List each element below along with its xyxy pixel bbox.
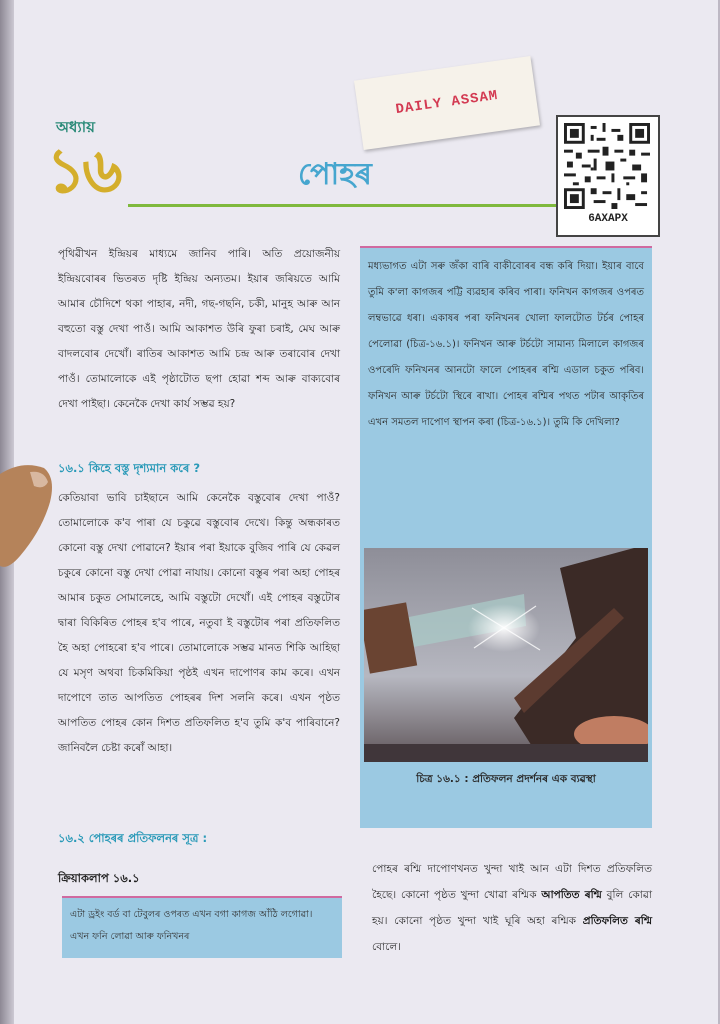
intro-paragraph: পৃথিৱীখন ইন্দ্ৰিয়ৰ মাধ্যমে জানিব পাৰি। অতি প্ৰয়োজনীয় ইন্দ্ৰিয়বোৰৰ ভিতৰত দৃষ্টি ইন্দ্ৰিয় অন্যতম। ইয়াৰ জৰিয়তে আমি আমাৰ চৌদিশে থকা পাহাৰ, নদী, গছ-গছনি, চকী, মানুহ আৰু আন বহুতো বস্তু দেখা পাওঁ। আমি আকাশত উৰি ফুৰা চৰাই, মেঘ আৰু বাদলবোৰ দেখোঁ। ৰাতিৰ আকাশত আমি চন্দ্ৰ আৰু তৰাবোৰ দেখা পাওঁ। তোমালোকে এই পৃষ্ঠাটোত ছপা হোৱা শব্দ আৰু বাক্যবোৰ দেখা পাইছা। কেনেকৈ দেখা কাৰ্য সম্ভৱ হয়? [58,248,340,410]
figure-caption: চিত্ৰ ১৬.১ : প্ৰতিফলন প্ৰদৰ্শনৰ এক ব্যৱস্থা [416,773,596,785]
chapter-title: পোহৰ [298,157,372,192]
para3-text-1: পোহৰ ৰশ্মি দাপোণখনত খুন্দা খাই আন এটা দিশত প্ৰতিফলিত হৈছে। কোনো পৃষ্ঠত খুন্দা খোৱা ৰশ্মিক [372,863,652,901]
activity-box [62,896,342,958]
reflection-experiment-photo [364,548,648,762]
activity-box-text: এটা ড্ৰইং বৰ্ড বা টেবুলৰ ওপৰত এখন বগা কাগজ আঁঠি লগোৱা। এখন ফনি লোৱা আৰু ফনিখনৰ [70,909,313,942]
activity-title: ক্ৰিয়াকলাপ ১৬.১ [58,871,140,885]
activity-continuation-text: মধ্যভাগত এটা সৰু জঁকা বাৰি বাকীবোৰৰ বন্ধ কৰি দিয়া। ইয়াৰ বাবে তুমি ক'লা কাগজৰ পট্টি ব্যৱহাৰ কৰিব পাৰা। ফনিখন কাগজৰ ওপৰত লম্বভাৱে ধৰা। একাষৰ পৰা ফনিখনৰ খোলা ফালটোত টৰ্চৰ পোহৰ পেলোৱা (চিত্ৰ-১৬.১)। ফনিখন আৰু টৰ্চটো সামান্য মিলালে কাগজৰ ওপৰেদি ফনিখনৰ আনটো ফালে পোহৰৰ ৰশ্মি এডাল চকুত পৰিব। ফনিখন আৰু টৰ্চটো স্থিৰে ৰাখা। পোহৰ ৰশ্মিৰ পথত পটাৰ আকৃতিৰ এখন সমতল দাপোণ স্থাপন কৰা (চিত্ৰ-১৬.১)। তুমি কি দেখিলা? [368,261,644,428]
qr-code-icon [564,123,650,209]
section-heading-16-2: ১৬.২ পোহৰৰ প্ৰতিফলনৰ সূত্ৰ : [58,831,208,845]
sticker-text: DAILY ASSAM [394,87,500,119]
para3-text-2: বুলি কোৱা হয়। কোনো পৃষ্ঠত খুন্দা খাই ঘূৰি অহা ৰশ্মিক [372,889,652,927]
activity-continuation-box [360,246,652,828]
chapter-divider [128,204,556,207]
qr-code-label: 6AXAPX [588,213,628,225]
holding-thumb [0,460,60,570]
chapter-number: ১৬ [46,134,119,207]
section-heading-16-1: ১৬.১ কিহে বস্তু দৃশ্যমান কৰে ? [58,461,201,475]
qr-code-box [556,115,660,237]
reflection-definition-paragraph [372,856,652,960]
para3-text-3: বোলে। [372,941,401,953]
term-reflected-ray: প্ৰতিফলিত ৰশ্মি [582,915,652,927]
term-incident-ray: আপতিত ৰশ্মি [541,889,602,901]
section-paragraph: কেতিয়াবা ভাবি চাইছানে আমি কেনেকৈ বস্তুবোৰ দেখা পাওঁ? তোমালোকে ক'ব পাৰা যে চকুৱে বস্তুবোৰ দেখে। কিন্তু অন্ধকাৰত কোনো বস্তু দেখা পোৱানে? ইয়াৰ পৰা ইয়াকে বুজিব পাৰি যে কেৱল চকুৰে কোনো বস্তু দেখা পোৱা নাযায়। কোনো বস্তুৰ পৰা অহা পোহৰ আমাৰ চকুত সোমালেহে, আমি বস্তুটো দেখোঁ। এই পোহৰ বস্তুটোৰ দ্বাৰা বিকিৰিত পোহৰ হ'ব পাৰে, নতুবা ই বস্তুটোৰ পৰা প্ৰতিফলিত হৈ অহা পোহৰো হ'ব পাৰে। তোমালোকে সম্ভৱ মানত শিকি আহিছা যে মসৃণ অথবা চিকমিকিয়া পৃষ্ঠই এখন দাপোণৰ কাম কৰে। এখন দাপোণে তাত আপতিত পোহৰৰ দিশ সলনি কৰে। এখন পৃষ্ঠত আপতিত পোহৰ কোন দিশত প্ৰতিফলিত হ'ব তুমি ক'ব পাৰিবানে? জানিবলৈ চেষ্টা কৰোঁ আহা। [58,492,340,754]
chapter-label: অধ্যায় [56,118,95,136]
